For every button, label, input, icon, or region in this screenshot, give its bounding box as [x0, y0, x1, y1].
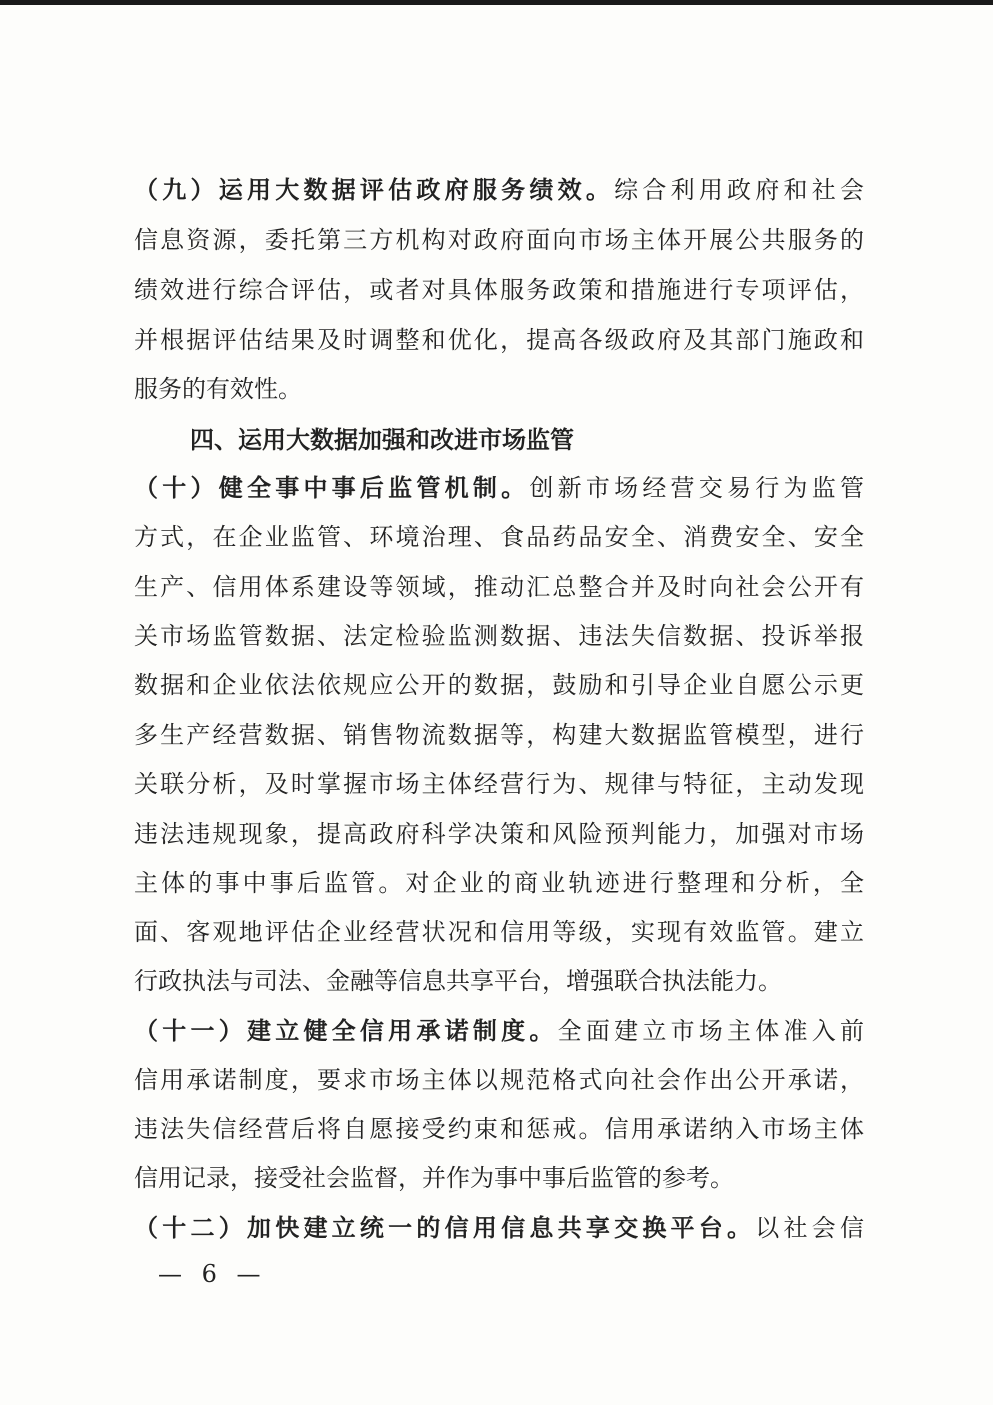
section-title: （十二）加快建立统一的信用信息共享交换平台。 [134, 1213, 756, 1242]
text-line: （十二）加快建立统一的信用信息共享交换平台。以社会信 [134, 1213, 865, 1242]
scan-top-edge [0, 0, 993, 5]
text-line: 绩效进行综合评估，或者对具体服务政策和措施进行专项评估， [134, 276, 864, 304]
text-line: 多生产经营数据、销售物流数据等，构建大数据监管模型，进行 [134, 721, 864, 749]
text-line: 关联分析，及时掌握市场主体经营行为、规律与特征，主动发现 [134, 770, 864, 798]
section-title: （十一）建立健全信用承诺制度。 [134, 1016, 558, 1045]
text-line: 信息资源，委托第三方机构对政府面向市场主体开展公共服务的 [134, 226, 864, 254]
text-line: 数据和企业依法依规应公开的数据，鼓励和引导企业自愿公示更 [134, 671, 864, 699]
text-line: 信用承诺制度，要求市场主体以规范格式向社会作出公开承诺， [134, 1066, 864, 1094]
text-line: （十一）建立健全信用承诺制度。全面建立市场主体准入前 [134, 1016, 865, 1045]
text-line: 关市场监管数据、法定检验监测数据、违法失信数据、投诉举报 [134, 622, 864, 650]
text-line: 服务的有效性。 [134, 375, 302, 403]
section-title: （九）运用大数据评估政府服务绩效。 [134, 175, 615, 204]
text-line: 方式，在企业监管、环境治理、食品药品安全、消费安全、安全 [134, 523, 864, 551]
text-line: （十）健全事中事后监管机制。创新市场经营交易行为监管 [134, 473, 864, 502]
text-line: 行政执法与司法、金融等信息共享平台，增强联合执法能力。 [134, 967, 782, 995]
chapter-heading: 四、运用大数据加强和改进市场监管 [190, 426, 574, 454]
text-line: 主体的事中事后监管。对企业的商业轨迹进行整理和分析，全 [134, 869, 864, 897]
text-line: （九）运用大数据评估政府服务绩效。综合利用政府和社会 [134, 175, 865, 204]
page-number: — 6 — [158, 1260, 267, 1288]
text-line: 面、客观地评估企业经营状况和信用等级，实现有效监管。建立 [134, 918, 864, 946]
text-line: 违法违规现象，提高政府科学决策和风险预判能力，加强对市场 [134, 820, 864, 848]
text-line: 信用记录，接受社会监督，并作为事中事后监管的参考。 [134, 1164, 734, 1192]
text-line: 生产、信用体系建设等领域，推动汇总整合并及时向社会公开有 [134, 573, 864, 601]
text-line: 并根据评估结果及时调整和优化，提高各级政府及其部门施政和 [134, 326, 864, 354]
section-title: （十）健全事中事后监管机制。 [134, 473, 530, 502]
text-line: 违法失信经营后将自愿接受约束和惩戒。信用承诺纳入市场主体 [134, 1115, 864, 1143]
